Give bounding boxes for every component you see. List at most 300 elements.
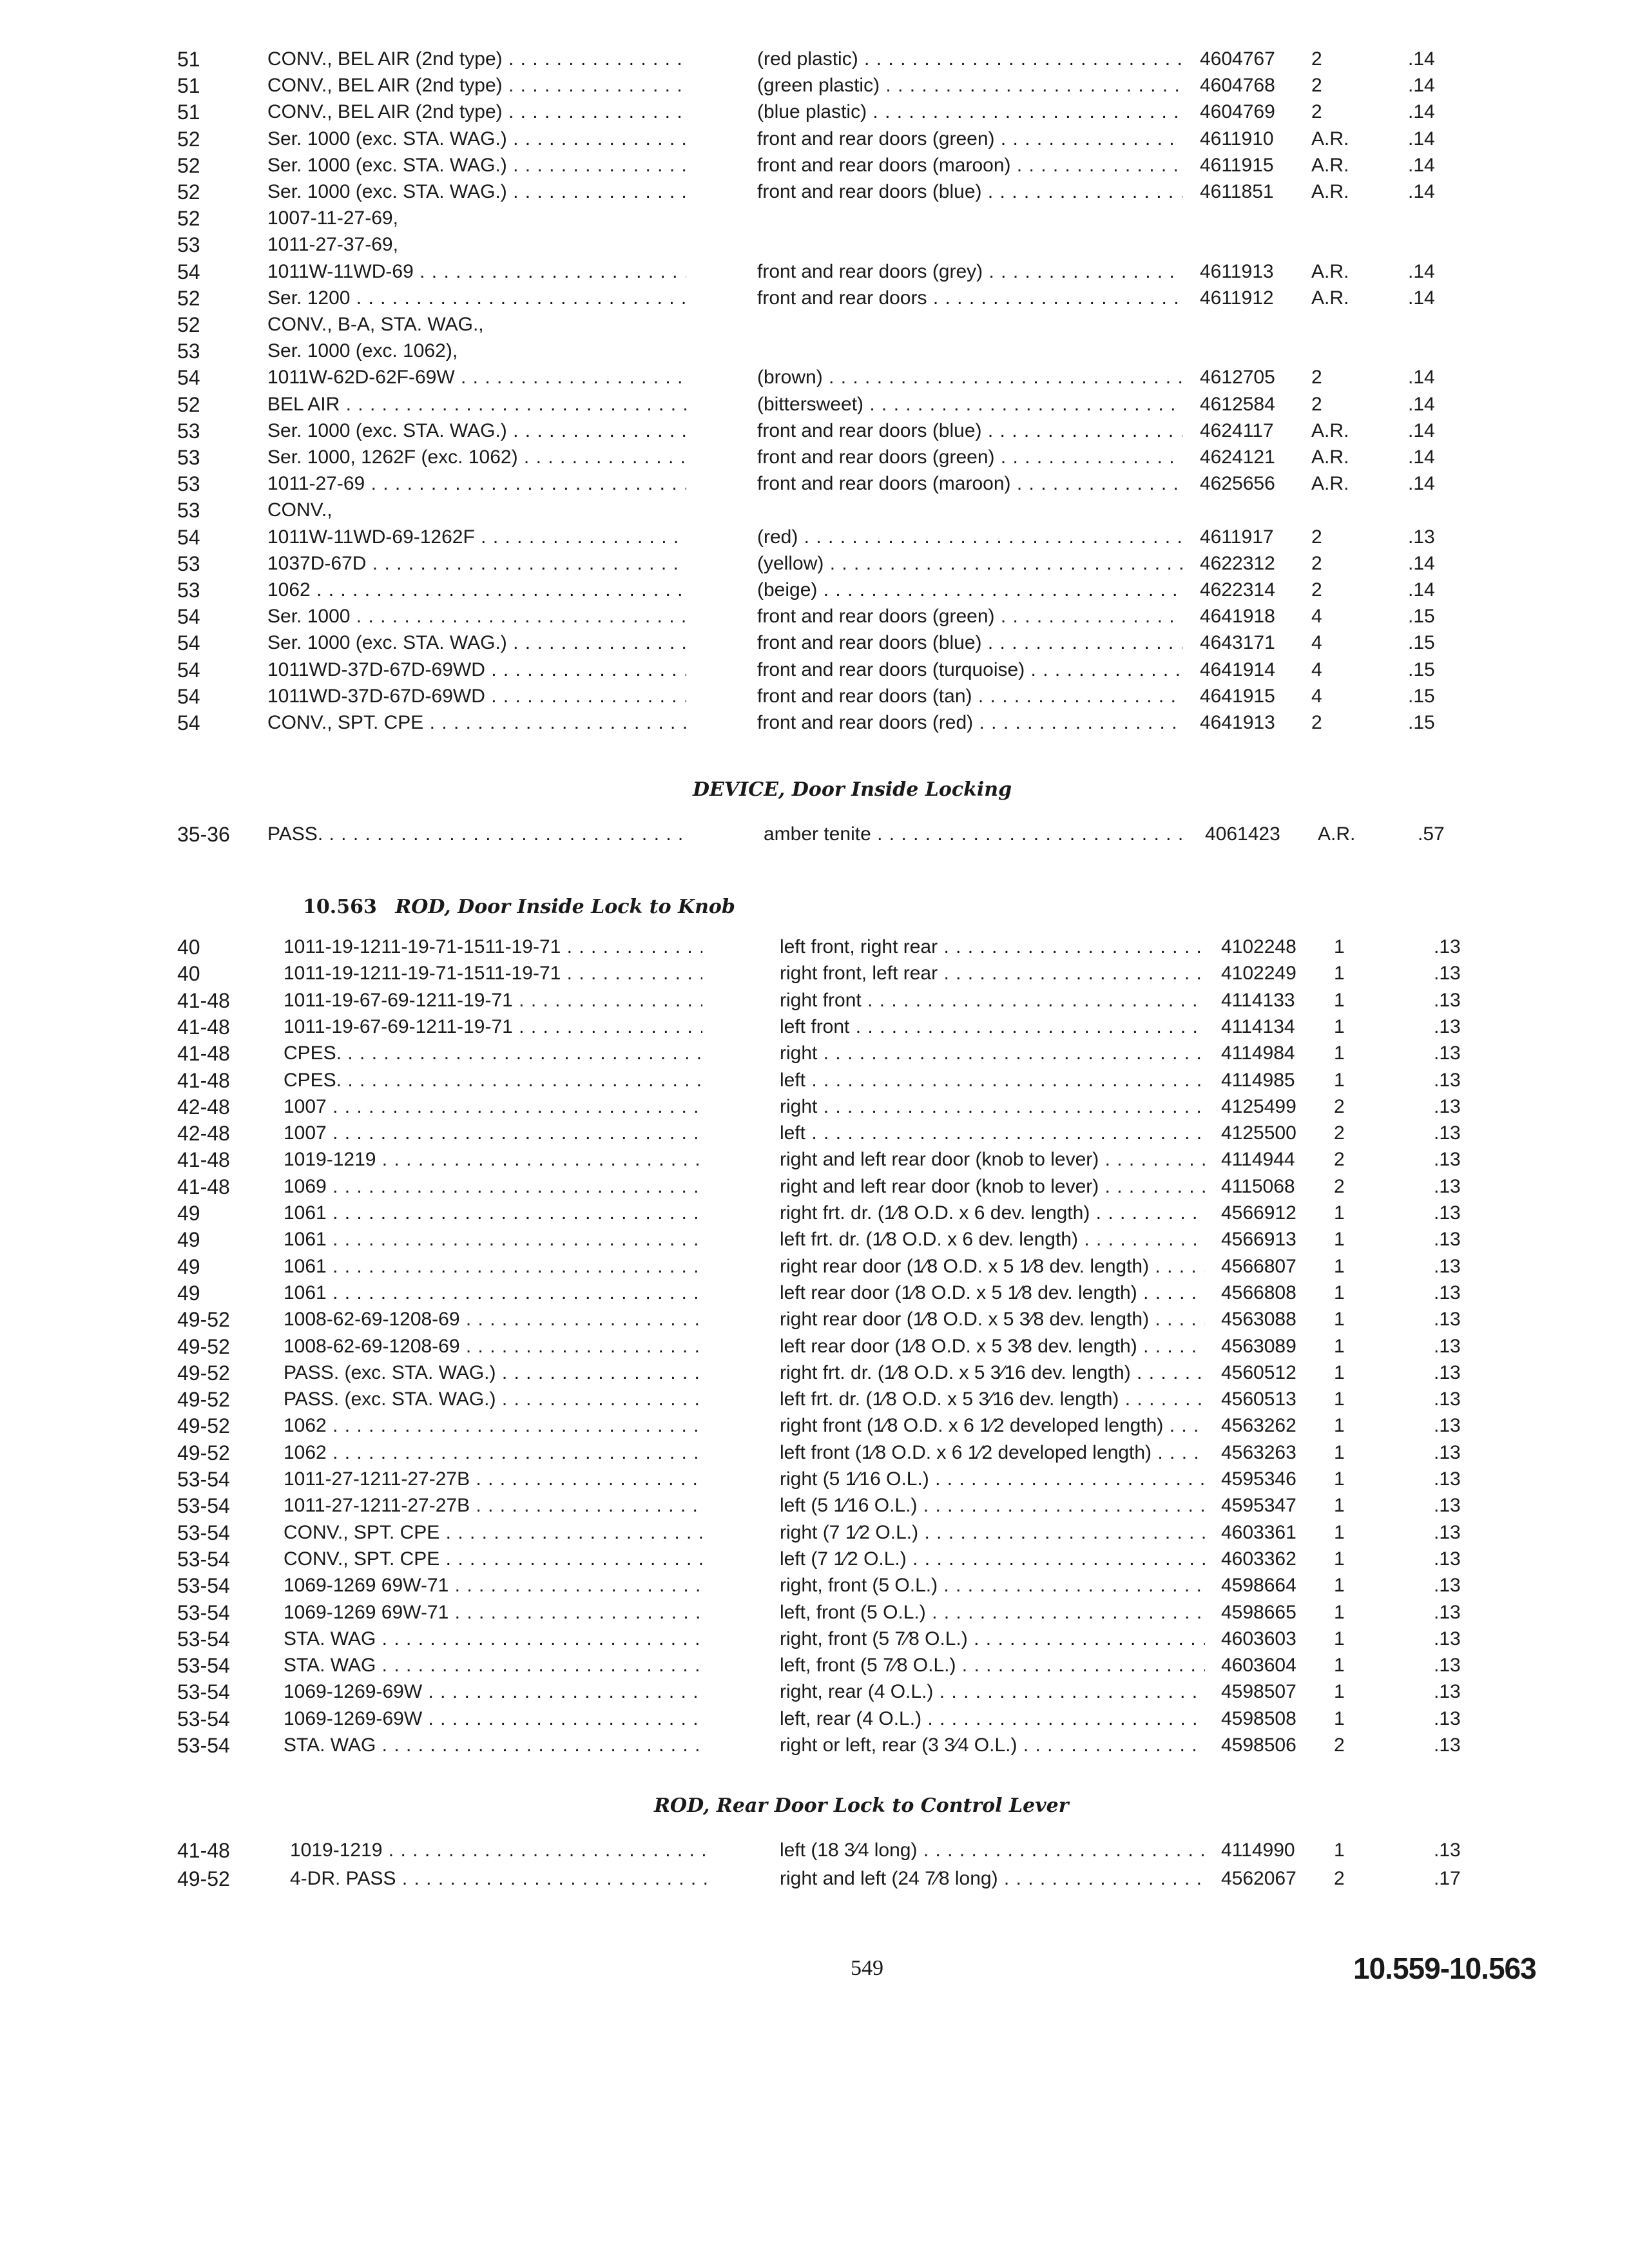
table-row bbox=[0, 232, 1629, 258]
year-cell: 54 bbox=[177, 711, 200, 735]
description-cell: left (18 3⁄4 long) . . . bbox=[780, 1838, 1205, 1863]
application-cell: 1007 . . . bbox=[284, 1120, 702, 1146]
price-cell: .14 bbox=[1408, 101, 1435, 122]
table-row bbox=[0, 312, 1629, 338]
application-cell: Ser. 1000 (exc. STA. WAG.) . . . bbox=[267, 179, 686, 205]
quantity-cell: A.R. bbox=[1311, 287, 1349, 309]
quantity-cell: 2 bbox=[1311, 394, 1322, 415]
price-cell: .14 bbox=[1408, 367, 1435, 388]
part-number-cell: 4595347 bbox=[1221, 1495, 1296, 1516]
part-number-cell: 4624117 bbox=[1200, 420, 1274, 441]
quantity-cell: 1 bbox=[1334, 1708, 1345, 1729]
year-cell: 41-48 bbox=[177, 1148, 230, 1171]
description-cell: left front (1⁄8 O.D. x 6 1⁄2 developed length) . . . bbox=[780, 1440, 1205, 1466]
table-row bbox=[0, 524, 1629, 550]
quantity-cell: 1 bbox=[1334, 1655, 1345, 1676]
quantity-cell: A.R. bbox=[1311, 181, 1349, 202]
part-number-cell: 4598508 bbox=[1221, 1708, 1296, 1729]
description-cell: left . . . bbox=[780, 1068, 1205, 1093]
quantity-cell: 1 bbox=[1334, 1575, 1345, 1596]
table-row bbox=[0, 822, 1629, 847]
description-cell: right, rear (4 O.L.) . . . bbox=[780, 1679, 1205, 1705]
table-row bbox=[0, 471, 1629, 497]
table-row bbox=[0, 1174, 1629, 1200]
description-cell: left, front (5 7⁄8 O.L.) . . . bbox=[780, 1653, 1205, 1678]
price-cell: .13 bbox=[1434, 1229, 1461, 1250]
quantity-cell: 1 bbox=[1334, 1389, 1345, 1410]
part-number-cell: 4563089 bbox=[1221, 1336, 1296, 1357]
application-cell: Ser. 1200 . . . bbox=[267, 285, 686, 311]
part-number-cell: 4603603 bbox=[1221, 1628, 1296, 1649]
year-cell: 41-48 bbox=[177, 1042, 230, 1065]
year-cell: 52 bbox=[177, 287, 200, 310]
table-row bbox=[0, 1866, 1629, 1892]
price-cell: .13 bbox=[1434, 1442, 1461, 1463]
table-row bbox=[0, 259, 1629, 285]
description-cell: amber tenite . . . bbox=[764, 822, 1189, 847]
part-number-cell: 4611851 bbox=[1200, 181, 1274, 202]
section-code: 10.563 bbox=[303, 896, 377, 918]
price-cell: .14 bbox=[1408, 553, 1435, 574]
price-cell: .13 bbox=[1434, 1070, 1461, 1091]
section-title: ROD, Rear Door Lock to Control Lever bbox=[654, 1794, 1069, 1817]
description-cell: (brown) . . . bbox=[757, 365, 1182, 390]
part-number-cell: 4641914 bbox=[1200, 659, 1275, 680]
description-cell: left, rear (4 O.L.) . . . bbox=[780, 1706, 1205, 1732]
description-cell: front and rear doors (maroon) . . . bbox=[757, 471, 1182, 497]
application-cell: CPES. . . . bbox=[284, 1068, 702, 1093]
part-number-cell: 4566912 bbox=[1221, 1202, 1296, 1224]
part-number-cell: 4611910 bbox=[1200, 128, 1274, 149]
part-number-cell: 4114134 bbox=[1221, 1016, 1295, 1037]
year-cell: 49 bbox=[177, 1228, 200, 1251]
description-cell: front and rear doors (blue) . . . bbox=[757, 418, 1182, 444]
table-row bbox=[0, 1573, 1629, 1599]
table-row bbox=[0, 1679, 1629, 1705]
description-cell: (bittersweet) . . . bbox=[757, 392, 1182, 418]
year-cell: 49 bbox=[177, 1282, 200, 1305]
part-number-cell: 4603361 bbox=[1221, 1522, 1296, 1543]
application-cell: Ser. 1000 (exc. STA. WAG.) . . . bbox=[267, 126, 686, 152]
application-cell: 1011-19-1211-19-71-1511-19-71 . . . bbox=[284, 961, 702, 986]
price-cell: .57 bbox=[1418, 823, 1445, 845]
year-cell: 53-54 bbox=[177, 1734, 230, 1757]
part-number-cell: 4603604 bbox=[1221, 1655, 1296, 1676]
part-number-cell: 4563263 bbox=[1221, 1442, 1296, 1463]
year-cell: 51 bbox=[177, 74, 200, 97]
application-cell: 1069-1269 69W-71 . . . bbox=[284, 1600, 702, 1626]
description-cell: right or left, rear (3 3⁄4 O.L.) . . . bbox=[780, 1733, 1205, 1758]
table-row bbox=[0, 577, 1629, 603]
year-cell: 35-36 bbox=[177, 823, 230, 846]
application-cell: 1008-62-69-1208-69 . . . bbox=[284, 1307, 702, 1332]
part-number-cell: 4115068 bbox=[1221, 1176, 1295, 1197]
description-cell: front and rear doors (blue) . . . bbox=[757, 630, 1182, 656]
table-row bbox=[0, 497, 1629, 523]
application-cell: STA. WAG . . . bbox=[284, 1733, 702, 1758]
application-cell: STA. WAG . . . bbox=[284, 1626, 702, 1652]
price-cell: .15 bbox=[1408, 712, 1435, 733]
table-row bbox=[0, 1626, 1629, 1652]
application-cell: 1011W-11WD-69 . . . bbox=[267, 259, 686, 285]
part-number-cell: 4622312 bbox=[1200, 553, 1275, 574]
quantity-cell: 1 bbox=[1334, 1495, 1345, 1516]
part-number-cell: 4604768 bbox=[1200, 75, 1275, 96]
table-row bbox=[0, 285, 1629, 311]
year-cell: 52 bbox=[177, 313, 200, 336]
part-number-cell: 4625656 bbox=[1200, 473, 1275, 494]
application-cell: 1061 . . . bbox=[284, 1280, 702, 1306]
table-row bbox=[0, 46, 1629, 72]
year-cell: 53 bbox=[177, 499, 200, 522]
price-cell: .14 bbox=[1408, 261, 1435, 282]
price-cell: .14 bbox=[1408, 287, 1435, 309]
table-row bbox=[0, 445, 1629, 470]
part-number-cell: 4125499 bbox=[1221, 1096, 1296, 1117]
description-cell: left front, right rear . . . bbox=[780, 934, 1205, 960]
part-number-cell: 4641918 bbox=[1200, 606, 1275, 627]
price-cell: .13 bbox=[1434, 1256, 1461, 1277]
quantity-cell: 1 bbox=[1334, 1043, 1345, 1064]
price-cell: .13 bbox=[1434, 1602, 1461, 1623]
year-cell: 52 bbox=[177, 180, 200, 204]
application-cell: 1061 . . . bbox=[284, 1254, 702, 1280]
application-cell: 1062 . . . bbox=[284, 1440, 702, 1466]
description-cell: right . . . bbox=[780, 1041, 1205, 1066]
quantity-cell: A.R. bbox=[1311, 128, 1349, 149]
description-cell: right rear door (1⁄8 O.D. x 5 1⁄8 dev. length) . . . bbox=[780, 1254, 1205, 1280]
part-number-cell: 4566808 bbox=[1221, 1282, 1296, 1303]
price-cell: .14 bbox=[1408, 473, 1435, 494]
application-cell: Ser. 1000, 1262F (exc. 1062) . . . bbox=[267, 445, 686, 470]
price-cell: .13 bbox=[1434, 1096, 1461, 1117]
description-cell: front and rear doors (turquoise) . . . bbox=[757, 657, 1182, 683]
application-cell: PASS. (exc. STA. WAG.) . . . bbox=[284, 1360, 702, 1386]
part-number-cell: 4566807 bbox=[1221, 1256, 1296, 1277]
year-cell: 53-54 bbox=[177, 1628, 230, 1651]
quantity-cell: 1 bbox=[1334, 1548, 1345, 1570]
quantity-cell: 2 bbox=[1334, 1096, 1345, 1117]
application-cell: 1011-27-69 . . . bbox=[267, 471, 686, 497]
year-cell: 54 bbox=[177, 260, 200, 284]
price-cell: .13 bbox=[1434, 1468, 1461, 1490]
table-row bbox=[0, 1466, 1629, 1492]
quantity-cell: 4 bbox=[1311, 659, 1322, 680]
table-row bbox=[0, 206, 1629, 231]
part-number-cell: 4624121 bbox=[1200, 447, 1275, 468]
part-number-cell: 4114990 bbox=[1221, 1840, 1295, 1861]
year-cell: 40 bbox=[177, 962, 200, 985]
quantity-cell: A.R. bbox=[1311, 261, 1349, 282]
application-cell: 1011-19-67-69-1211-19-71 . . . bbox=[284, 1014, 702, 1040]
description-cell: front and rear doors (blue) . . . bbox=[757, 179, 1182, 205]
year-cell: 49-52 bbox=[177, 1308, 230, 1331]
part-number-cell: 4604767 bbox=[1200, 48, 1275, 70]
description-cell: (blue plastic) . . . bbox=[757, 99, 1182, 125]
table-row bbox=[0, 1254, 1629, 1280]
quantity-cell: 4 bbox=[1311, 606, 1322, 627]
application-cell: CONV., SPT. CPE . . . bbox=[284, 1520, 702, 1546]
quantity-cell: 2 bbox=[1311, 48, 1322, 70]
price-cell: .14 bbox=[1408, 579, 1435, 601]
price-cell: .13 bbox=[1434, 1681, 1461, 1702]
year-cell: 49-52 bbox=[177, 1335, 230, 1358]
price-cell: .13 bbox=[1434, 1122, 1461, 1144]
quantity-cell: 2 bbox=[1311, 526, 1322, 548]
price-cell: .15 bbox=[1408, 606, 1435, 627]
price-cell: .15 bbox=[1408, 686, 1435, 707]
description-cell: right and left rear door (knob to lever) . . . bbox=[780, 1174, 1205, 1200]
part-number-cell: 4598507 bbox=[1221, 1681, 1296, 1702]
section-heading-device bbox=[693, 778, 1012, 801]
part-number-cell: 4611915 bbox=[1200, 155, 1274, 176]
quantity-cell: 1 bbox=[1334, 1468, 1345, 1490]
description-cell: right, front (5 O.L.) . . . bbox=[780, 1573, 1205, 1599]
description-cell: front and rear doors (green) . . . bbox=[757, 445, 1182, 470]
price-cell: .13 bbox=[1434, 1522, 1461, 1543]
application-cell: PASS. . . . bbox=[267, 822, 686, 847]
price-cell: .13 bbox=[1434, 1309, 1461, 1330]
application-cell: Ser. 1000 (exc. STA. WAG.) . . . bbox=[267, 630, 686, 656]
quantity-cell: 1 bbox=[1334, 1016, 1345, 1037]
table-row bbox=[0, 1014, 1629, 1040]
description-cell: right frt. dr. (1⁄8 O.D. x 6 dev. length) . . . bbox=[780, 1200, 1205, 1226]
quantity-cell: A.R. bbox=[1311, 155, 1349, 176]
table-row bbox=[0, 1094, 1629, 1120]
table-row bbox=[0, 710, 1629, 736]
application-cell: 1069-1269-69W . . . bbox=[284, 1706, 702, 1732]
section-heading-rod-lever bbox=[654, 1794, 1069, 1817]
application-cell: 1011-27-1211-27-27B . . . bbox=[284, 1466, 702, 1492]
year-cell: 41-48 bbox=[177, 1839, 230, 1862]
part-number-cell: 4566913 bbox=[1221, 1229, 1296, 1250]
application-cell: PASS. (exc. STA. WAG.) . . . bbox=[284, 1387, 702, 1412]
year-cell: 51 bbox=[177, 48, 200, 71]
application-cell: CPES. . . . bbox=[284, 1041, 702, 1066]
year-cell: 54 bbox=[177, 526, 200, 549]
application-cell: CONV., SPT. CPE . . . bbox=[267, 710, 686, 736]
table-row bbox=[0, 551, 1629, 577]
application-cell: 1011-27-1211-27-27B . . . bbox=[284, 1493, 702, 1519]
quantity-cell: 1 bbox=[1334, 1602, 1345, 1623]
description-cell: left (7 1⁄2 O.L.) . . . bbox=[780, 1546, 1205, 1572]
price-cell: .13 bbox=[1434, 963, 1461, 984]
year-cell: 49-52 bbox=[177, 1388, 230, 1411]
table-row bbox=[0, 179, 1629, 205]
table-row bbox=[0, 1227, 1629, 1253]
table-row bbox=[0, 1493, 1629, 1519]
application-cell: 1011W-11WD-69-1262F . . . bbox=[267, 524, 686, 550]
application-cell: 1061 . . . bbox=[284, 1200, 702, 1226]
part-number-cell: 4560513 bbox=[1221, 1389, 1296, 1410]
part-number-cell: 4102249 bbox=[1221, 963, 1296, 984]
year-cell: 53-54 bbox=[177, 1468, 230, 1491]
description-cell: right front . . . bbox=[780, 988, 1205, 1014]
description-cell: front and rear doors (red) . . . bbox=[757, 710, 1182, 736]
part-number-cell: 4612705 bbox=[1200, 367, 1275, 388]
year-cell: 53-54 bbox=[177, 1574, 230, 1597]
price-cell: .14 bbox=[1408, 155, 1435, 176]
application-cell: Ser. 1000 (exc. STA. WAG.) . . . bbox=[267, 153, 686, 178]
table-row bbox=[0, 126, 1629, 152]
description-cell: front and rear doors (grey) . . . bbox=[757, 259, 1182, 285]
description-cell: (beige) . . . bbox=[757, 577, 1182, 603]
part-number-cell: 4643171 bbox=[1200, 632, 1275, 653]
description-cell: right . . . bbox=[780, 1094, 1205, 1120]
year-cell: 53-54 bbox=[177, 1680, 230, 1704]
quantity-cell: 1 bbox=[1334, 1681, 1345, 1702]
part-number-cell: 4598664 bbox=[1221, 1575, 1296, 1596]
year-cell: 53-54 bbox=[177, 1548, 230, 1571]
description-cell: right and left (24 7⁄8 long) . . . bbox=[780, 1866, 1205, 1892]
description-cell: (yellow) . . . bbox=[757, 551, 1182, 577]
description-cell: left (5 1⁄16 O.L.) . . . bbox=[780, 1493, 1205, 1519]
application-cell: 1011-19-1211-19-71-1511-19-71 . . . bbox=[284, 934, 702, 960]
application-cell: 1019-1219 . . . bbox=[290, 1838, 709, 1863]
part-number-cell: 4562067 bbox=[1221, 1868, 1296, 1889]
price-cell: .14 bbox=[1408, 48, 1435, 70]
table-row bbox=[0, 338, 1629, 364]
description-cell: front and rear doors . . . bbox=[757, 285, 1182, 311]
part-number-cell: 4560512 bbox=[1221, 1362, 1296, 1383]
part-number-cell: 4114984 bbox=[1221, 1043, 1295, 1064]
table-row bbox=[0, 604, 1629, 629]
application-cell: BEL AIR . . . bbox=[267, 392, 686, 418]
year-cell: 53 bbox=[177, 340, 200, 363]
application-cell: CONV., SPT. CPE . . . bbox=[284, 1546, 702, 1572]
quantity-cell: 2 bbox=[1334, 1176, 1345, 1197]
description-cell: right (5 1⁄16 O.L.) . . . bbox=[780, 1466, 1205, 1492]
price-cell: .15 bbox=[1408, 659, 1435, 680]
year-cell: 52 bbox=[177, 154, 200, 177]
quantity-cell: 1 bbox=[1334, 1309, 1345, 1330]
table-row bbox=[0, 73, 1629, 99]
price-cell: .13 bbox=[1434, 1735, 1461, 1756]
quantity-cell: 2 bbox=[1311, 553, 1322, 574]
quantity-cell: 1 bbox=[1334, 1415, 1345, 1436]
part-number-cell: 4641915 bbox=[1200, 686, 1275, 707]
table-row bbox=[0, 1838, 1629, 1863]
quantity-cell: A.R. bbox=[1311, 420, 1349, 441]
description-cell: right and left rear door (knob to lever) . . . bbox=[780, 1147, 1205, 1173]
price-cell: .13 bbox=[1434, 1176, 1461, 1197]
application-cell: 1062 . . . bbox=[284, 1413, 702, 1439]
table-row bbox=[0, 1387, 1629, 1412]
description-cell: left front . . . bbox=[780, 1014, 1205, 1040]
quantity-cell: 1 bbox=[1334, 936, 1345, 957]
description-cell: right, front (5 7⁄8 O.L.) . . . bbox=[780, 1626, 1205, 1652]
quantity-cell: 1 bbox=[1334, 1282, 1345, 1303]
description-cell: left rear door (1⁄8 O.D. x 5 3⁄8 dev. length) . . . bbox=[780, 1334, 1205, 1360]
price-cell: .13 bbox=[1434, 1362, 1461, 1383]
part-number-cell: 4612584 bbox=[1200, 394, 1275, 415]
year-cell: 53-54 bbox=[177, 1601, 230, 1624]
quantity-cell: 4 bbox=[1311, 632, 1322, 653]
price-cell: .13 bbox=[1434, 1708, 1461, 1729]
part-number-cell: 4611917 bbox=[1200, 526, 1274, 548]
price-cell: .13 bbox=[1434, 1202, 1461, 1224]
description-cell: front and rear doors (green) . . . bbox=[757, 126, 1182, 152]
quantity-cell: 2 bbox=[1311, 579, 1322, 601]
year-cell: 54 bbox=[177, 658, 200, 682]
table-row bbox=[0, 1307, 1629, 1332]
part-number-cell: 4598506 bbox=[1221, 1735, 1296, 1756]
table-row bbox=[0, 1041, 1629, 1066]
table-row bbox=[0, 1068, 1629, 1093]
table-row bbox=[0, 418, 1629, 444]
description-cell: (red) . . . bbox=[757, 524, 1182, 550]
year-cell: 53-54 bbox=[177, 1707, 230, 1731]
part-number-cell: 4114985 bbox=[1221, 1070, 1295, 1091]
price-cell: .13 bbox=[1434, 1575, 1461, 1596]
price-cell: .15 bbox=[1408, 632, 1435, 653]
year-cell: 53 bbox=[177, 552, 200, 575]
year-cell: 41-48 bbox=[177, 1175, 230, 1198]
application-cell: 1062 . . . bbox=[267, 577, 686, 603]
part-number-cell: 4598665 bbox=[1221, 1602, 1296, 1623]
table-row bbox=[0, 1200, 1629, 1226]
year-cell: 53 bbox=[177, 419, 200, 443]
quantity-cell: 1 bbox=[1334, 1442, 1345, 1463]
table-row bbox=[0, 153, 1629, 178]
description-cell: front and rear doors (tan) . . . bbox=[757, 684, 1182, 709]
table-row bbox=[0, 1280, 1629, 1306]
year-cell: 54 bbox=[177, 605, 200, 628]
year-cell: 49 bbox=[177, 1202, 200, 1225]
year-cell: 53 bbox=[177, 579, 200, 602]
price-cell: .13 bbox=[1434, 1548, 1461, 1570]
part-number-cell: 4114133 bbox=[1221, 990, 1295, 1011]
part-number-cell: 4563088 bbox=[1221, 1309, 1296, 1330]
application-cell: 1011-19-67-69-1211-19-71 . . . bbox=[284, 988, 702, 1014]
quantity-cell: 1 bbox=[1334, 1336, 1345, 1357]
year-cell: 53 bbox=[177, 233, 200, 256]
quantity-cell: 2 bbox=[1311, 367, 1322, 388]
price-cell: .13 bbox=[1434, 1043, 1461, 1064]
application-cell: 1061 . . . bbox=[284, 1227, 702, 1253]
section-title: ROD, Door Inside Lock to Knob bbox=[395, 896, 735, 918]
table-row bbox=[0, 988, 1629, 1014]
year-cell: 42-48 bbox=[177, 1122, 230, 1145]
application-cell: 1011W-62D-62F-69W . . . bbox=[267, 365, 686, 390]
application-cell: 1069-1269 69W-71 . . . bbox=[284, 1573, 702, 1599]
section-range: 10.559-10.563 bbox=[1353, 1952, 1536, 1985]
year-cell: 49-52 bbox=[177, 1867, 230, 1890]
price-cell: .13 bbox=[1434, 1415, 1461, 1436]
application-cell: CONV., BEL AIR (2nd type) . . . bbox=[267, 73, 686, 99]
table-row bbox=[0, 684, 1629, 709]
quantity-cell: 2 bbox=[1334, 1868, 1345, 1889]
description-cell: right rear door (1⁄8 O.D. x 5 3⁄8 dev. length) . . . bbox=[780, 1307, 1205, 1332]
application-cell: 1019-1219 . . . bbox=[284, 1147, 702, 1173]
price-cell: .14 bbox=[1408, 394, 1435, 415]
year-cell: 53-54 bbox=[177, 1521, 230, 1544]
part-number-cell: 4622314 bbox=[1200, 579, 1275, 601]
price-cell: .13 bbox=[1434, 1336, 1461, 1357]
description-cell: front and rear doors (green) . . . bbox=[757, 604, 1182, 629]
year-cell: 53-54 bbox=[177, 1494, 230, 1517]
price-cell: .13 bbox=[1434, 1495, 1461, 1516]
part-number-cell: 4641913 bbox=[1200, 712, 1275, 733]
price-cell: .13 bbox=[1434, 1628, 1461, 1649]
quantity-cell: 2 bbox=[1311, 712, 1322, 733]
price-cell: .17 bbox=[1434, 1868, 1461, 1889]
year-cell: 54 bbox=[177, 366, 200, 389]
application-cell: CONV., BEL AIR (2nd type) . . . bbox=[267, 99, 686, 125]
table-row bbox=[0, 365, 1629, 390]
part-number-cell: 4595346 bbox=[1221, 1468, 1296, 1490]
quantity-cell: 1 bbox=[1334, 990, 1345, 1011]
